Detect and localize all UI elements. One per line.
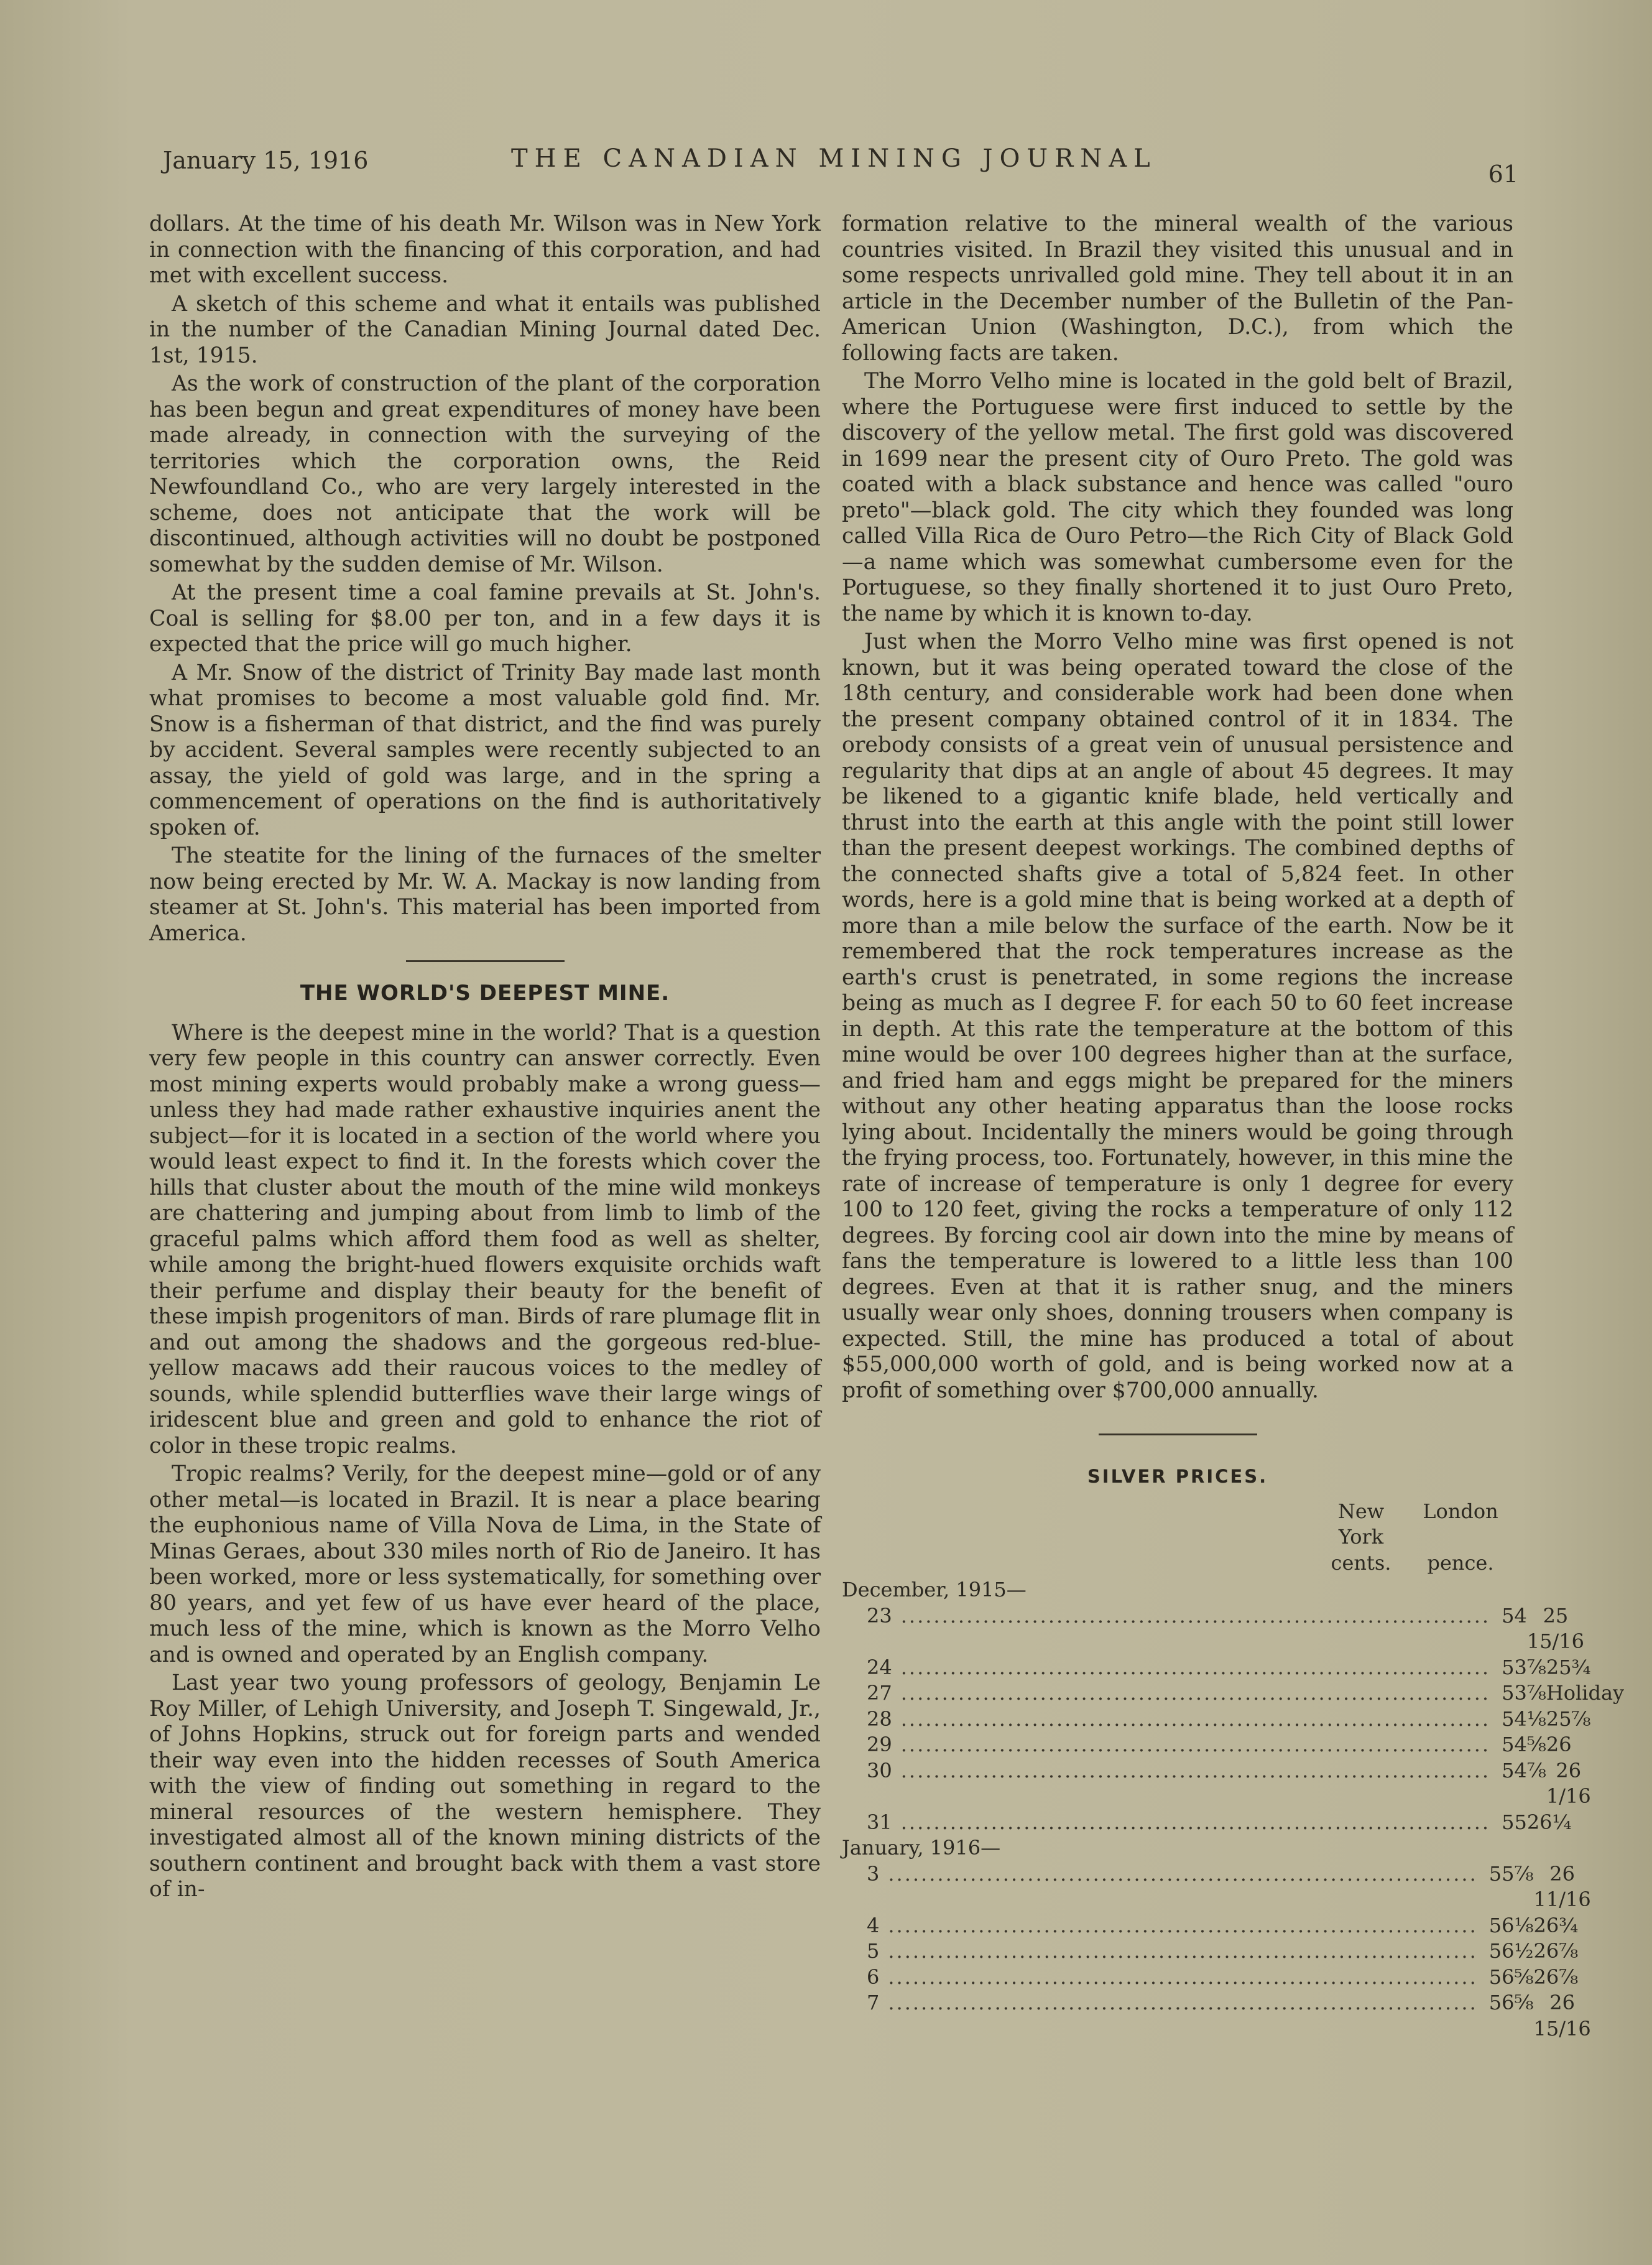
paragraph: As the work of construction of the plant of the corporation has been begun and great expenditures of money have been made already, in connection with the surveying of the territories which the corporation owns, the Reid Newfoundland Co., who are very largely interested in the scheme, does not anticipate that the work will be discontinued, although activities will no doubt be postponed somewhat by the sudden demise of Mr. Wilson. [149, 371, 821, 577]
day-cell: 29 [867, 1733, 892, 1756]
new-york-price: 53⅞ [1502, 1681, 1546, 1705]
day-cell: 3 [867, 1861, 880, 1886]
table-row [842, 1938, 1579, 1965]
table-row [842, 1680, 1625, 1707]
silver-prices-heading: SILVER PRICES. [1087, 1466, 1268, 1487]
table-row [842, 1913, 1579, 1939]
leader-dots: ........................................................................ [888, 1965, 1478, 1989]
london-price: 26 [1546, 1733, 1572, 1756]
london-price: 26⅞ [1533, 1965, 1579, 1989]
leader-dots: ........................................................................ [888, 1939, 1478, 1963]
column-unit-new-york: cents. [1331, 1550, 1391, 1575]
new-york-price: 54⅞ [1502, 1758, 1546, 1782]
leader-dots: ........................................................................ [900, 1681, 1491, 1705]
running-header [163, 144, 1518, 188]
paragraph: The steatite for the lining of the furnaces of the smelter now being erected by Mr. W. A. Mackay is now landing from steamer at St. John's. This material has been imported from America. [149, 843, 821, 946]
paragraph: Last year two young professors of geology, Benjamin Le Roy Miller, of Lehigh University, and Joseph T. Singewald, Jr., of Johns Hopkins, struck out for foreign parts and wended their way even into the hidden recesses of South America with the view of finding out something in regard to the mineral resources of the western hemisphere. They investigated almost all of the known mining districts of the southern continent and brought back with them a vast store of in- [149, 1670, 821, 1902]
london-price: 26 15/16 [1533, 1991, 1591, 2040]
paragraph: A Mr. Snow of the district of Trinity Bay made last month what promises to become a most valuable gold find. Mr. Snow is a fisherman of that district, and the find was purely by accident. Several samples were recently subjected to an assay, the yield of gold was large, and in the spring a commencement of operations on the find is authoritatively spoken of. [149, 660, 821, 840]
london-price: 26 11/16 [1533, 1861, 1591, 1911]
table-row [842, 1861, 1591, 1913]
paragraph: Where is the deepest mine in the world? That is a question very few people in this country can answer correctly. Even most mining experts would probably make a wrong guess—unless they had made rather exhaustive inquiries anent the subject—for it is located in a section of the world where you would least expect to find it. In the forests which cover the hills that cluster about the mouth of the mine wild monkeys are chattering and jumping about from limb to limb of the graceful palms which afford them food as well as shelter, while among the bright-hued flowers exquisite orchids waft their perfume and display their beauty for the benefit of these impish progenitors of man. Birds of rare plumage flit in and out among the shadows and the gorgeous red-blue-yellow macaws add their raucous voices to the medley of sounds, while splendid butterflies wave their large wings of iridescent blue and green and gold to enhance the riot of color in these tropic realms. [149, 1020, 821, 1458]
new-york-price: 54⅛ [1502, 1707, 1546, 1731]
month-label: January, 1916— [842, 1836, 1001, 1860]
section-divider [406, 960, 565, 962]
leader-dots: ........................................................................ [900, 1707, 1491, 1731]
paragraph: Tropic realms? Verily, for the deepest mine—gold or of any other metal—is located in Brazil. It is near a place bearing the euphonious name of Villa Nova de Lima, in the State of Minas Geraes, about 330 miles north of Rio de Janeiro. It has been worked, more or less systematically, for something over 80 years, and yet few of us have ever heard of the place, much less of the mine, which is known as the Morro Velho and is owned and operated by an English company. [149, 1461, 821, 1667]
new-york-price: 55 [1502, 1810, 1527, 1834]
header-date: January 15, 1916 [163, 147, 369, 174]
new-york-price: 54⅝ [1502, 1733, 1546, 1756]
section-divider [1099, 1434, 1257, 1435]
left-column [149, 211, 821, 1903]
london-price: Holiday [1546, 1681, 1625, 1705]
paragraph: formation relative to the mineral wealth of the various countries visited. In Brazil they visited this unusual and in some respects unrivalled gold mine. They tell about it in an article in the December number of the Bulletin of the Pan-American Union (Washington, D.C.), from which the following facts are taken. [842, 211, 1513, 366]
day-cell: 5 [867, 1939, 880, 1963]
column-unit-london: pence. [1427, 1550, 1494, 1575]
table-row [842, 1965, 1579, 1991]
new-york-price: 56⅝ [1488, 1965, 1534, 1989]
london-price: 26¼ [1526, 1810, 1572, 1834]
day-cell: 27 [867, 1681, 892, 1705]
table-row [842, 1603, 1585, 1655]
day-cell: 7 [867, 1991, 880, 2014]
leader-dots: ........................................................................ [900, 1603, 1491, 1628]
right-column [842, 211, 1625, 2042]
london-price: 25⅞ [1546, 1707, 1591, 1731]
london-price: 25¾ [1546, 1655, 1591, 1679]
leader-dots: ........................................................................ [900, 1810, 1491, 1834]
london-price: 26⅞ [1533, 1939, 1579, 1963]
table-row [842, 1655, 1591, 1681]
month-label: December, 1915— [842, 1578, 1027, 1601]
leader-dots: ........................................................................ [888, 1861, 1478, 1886]
new-york-price: 54 [1502, 1603, 1527, 1628]
london-price: 26¾ [1533, 1913, 1579, 1937]
paragraph: Just when the Morro Velho mine was first opened is not known, but it was being operated toward the close of the 18th century, and considerable work had been done when the present company obtained control of it in 1834. The orebody consists of a great vein of unusual persistence and regularity that dips at an angle of about 45 degrees. It may be likened to a gigantic knife blade, held vertically and thrust into the earth at this angle with the point still lower than the present deepest workings. The combined depths of the connected shafts give a total of 5,824 feet. In other words, here is a gold mine that is being worked at a depth of more than a mile below the surface of the earth. Now be it remembered that the rock temperatures increase as the earth's crust is penetrated, in some regions the increase being as much as I degree F. for each 50 to 60 feet increase in depth. At this rate the temperature at the bottom of this mine would be over 100 degrees higher than at the surface, and fried ham and eggs might be prepared for the miners without any other heating apparatus than the loose rocks lying about. Incidentally the miners would be going through the frying process, too. Fortunately, however, in this mine the rate of increase of temperature is only 1 degree for every 100 to 120 feet, giving the rocks a temperature of only 112 degrees. By forcing cool air down into the mine by means of fans the temperature is lowered to a little less than 100 degrees. Even at that it is rather snug, and the miners usually wear only shoes, donning trousers when company is expected. Still, the mine has produced a total of about $55,000,000 worth of gold, and is being worked now at a profit of something over $700,000 annually. [842, 629, 1513, 1403]
article-heading: THE WORLD'S DEEPEST MINE. [300, 981, 670, 1006]
new-york-price: 56½ [1488, 1939, 1534, 1963]
day-cell: 24 [867, 1655, 892, 1679]
leader-dots: ........................................................................ [900, 1733, 1491, 1756]
paragraph: dollars. At the time of his death Mr. Wilson was in New York in connection with the financing of this corporation, and had met with excellent success. [149, 211, 821, 288]
paragraph: The Morro Velho mine is located in the gold belt of Brazil, where the Portuguese were first induced to settle by the discovery of the yellow metal. The first gold was discovered in 1699 near the present city of Ouro Preto. The gold was coated with a black substance and hence was called "ouro preto"—black gold. The city which they founded was long called Villa Rica de Ouro Petro—the Rich City of Black Gold—a name which was somewhat cumbersome even for the Portuguese, so they finally shortened it to just Ouro Preto, the name by which it is known to-day. [842, 369, 1513, 626]
column-header-london: London [1423, 1499, 1498, 1523]
table-header-row [842, 1550, 1513, 1577]
leader-dots: ........................................................................ [900, 1758, 1491, 1782]
day-cell: 6 [867, 1965, 880, 1989]
london-price: 26 1/16 [1546, 1758, 1591, 1808]
new-york-price: 56⅛ [1488, 1913, 1534, 1937]
page-number: 61 [1488, 160, 1518, 188]
table-row [842, 1732, 1572, 1758]
new-york-price: 56⅝ [1488, 1991, 1534, 2014]
table-row [842, 1990, 1591, 2042]
paragraph: A sketch of this scheme and what it entails was published in the number of the Canadian Mining Journal dated Dec. 1st, 1915. [149, 291, 821, 368]
column-header-new-york: New York [1337, 1499, 1385, 1549]
new-york-price: 55⅞ [1488, 1861, 1534, 1886]
day-cell: 30 [867, 1758, 892, 1782]
day-cell: 4 [867, 1913, 880, 1937]
table-row [842, 1758, 1591, 1810]
table-header-row [842, 1499, 1513, 1550]
paragraph: At the present time a coal famine prevails at St. John's. Coal is selling for $8.00 per ton, and in a few days it is expected that the price will go much higher. [149, 580, 821, 657]
table-row [842, 1707, 1591, 1733]
day-cell: 31 [867, 1810, 892, 1834]
leader-dots: ........................................................................ [888, 1991, 1478, 2014]
day-cell: 28 [867, 1707, 892, 1731]
silver-prices-table [842, 1499, 1625, 2042]
new-york-price: 53⅞ [1502, 1655, 1546, 1679]
leader-dots: ........................................................................ [888, 1913, 1478, 1937]
london-price: 25 15/16 [1526, 1603, 1585, 1653]
day-cell: 23 [867, 1603, 892, 1628]
leader-dots: ........................................................................ [900, 1655, 1491, 1679]
journal-title: THE CANADIAN MINING JOURNAL [511, 144, 1157, 173]
table-row [842, 1810, 1572, 1836]
